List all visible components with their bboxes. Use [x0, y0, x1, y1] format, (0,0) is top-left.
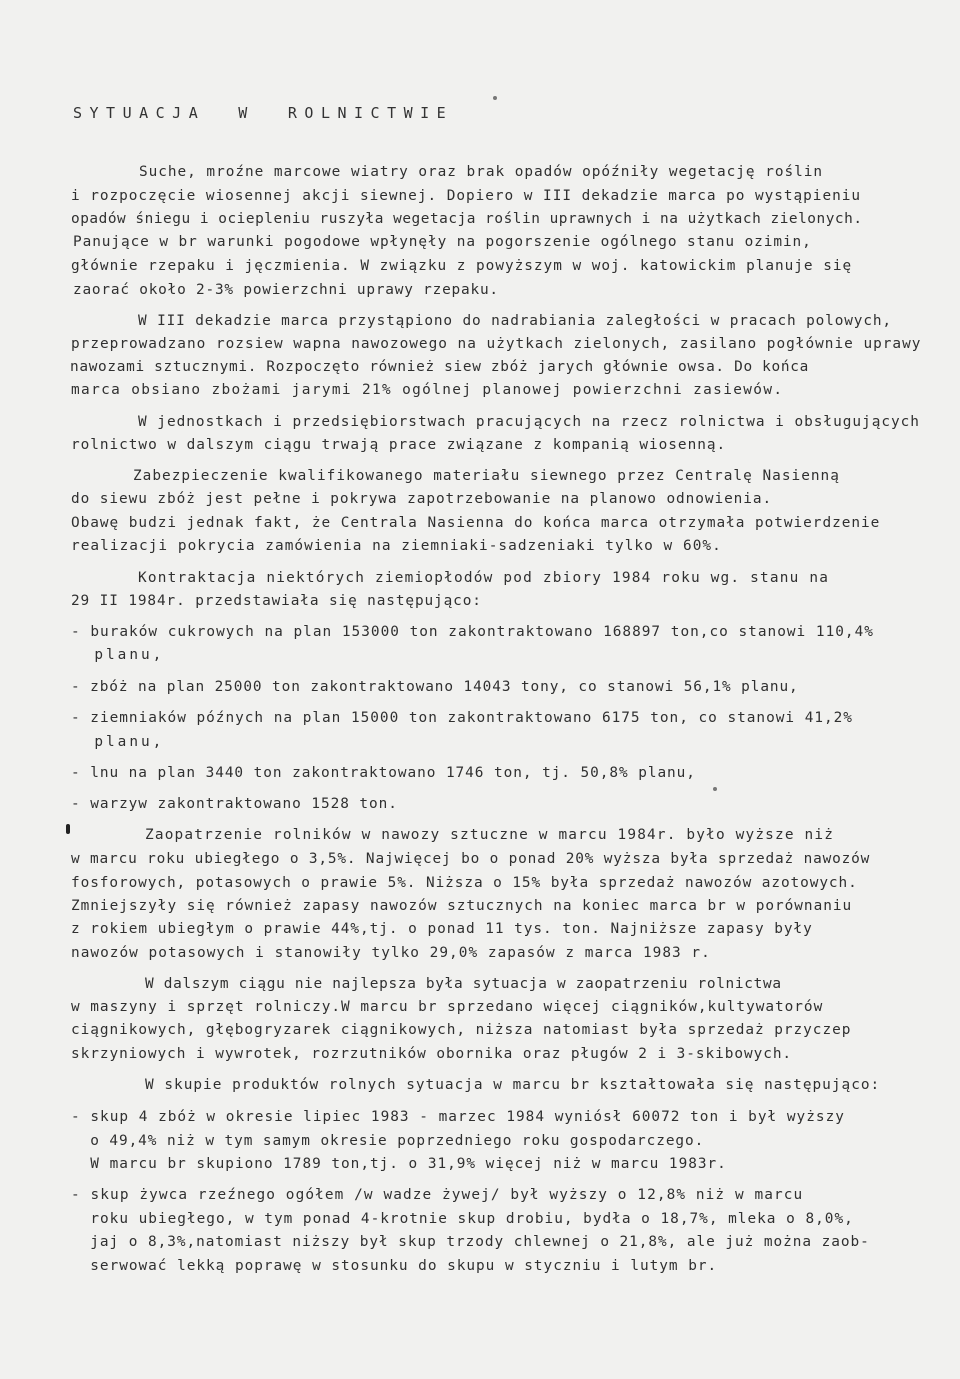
list-item-line: - skup 4 zbóż w okresie lipiec 1983 - marzec 1984 wyniósł 60072 ton i był wyższy	[71, 1109, 845, 1125]
list-item-line: planu,	[71, 647, 165, 663]
paragraph-line: skrzyniowych i wywrotek, rozrzutników obornika oraz pługów 2 i 3-skibowych.	[71, 1046, 793, 1062]
paragraph-line: nawozów potasowych i stanowiły tylko 29,0% zapasów z marca 1983 r.	[71, 945, 711, 961]
paragraph-line: marca obsiano zbożami jarymi 21% ogólnej planowej powierzchni zasiewów.	[71, 382, 784, 398]
paragraph-line: Panujące w br warunki pogodowe wpłynęły na pogorszenie ogólnego stanu ozimin,	[73, 234, 812, 250]
paragraph-line: realizacji pokrycia zamówienia na ziemniaki-sadzeniaki tylko w 60%.	[71, 538, 722, 554]
scan-speck	[66, 824, 70, 834]
paragraph-line: w maszyny i sprzęt rolniczy.W marcu br sprzedano więcej ciągników,kultywatorów	[71, 999, 824, 1015]
document-title: SYTUACJA W ROLNICTWIE	[73, 104, 454, 122]
paragraph-line: do siewu zbóż jest pełne i pokrywa zapotrzebowanie na planowo odnowienia.	[71, 491, 773, 507]
paragraph-line: W jednostkach i przedsiębiorstwach pracujących na rzecz rolnictwa i obsługujących	[138, 414, 920, 430]
paragraph-line: Zaopatrzenie rolników w nawozy sztuczne w marcu 1984r. było wyższe niż	[145, 827, 835, 843]
paragraph-line: przeprowadzano rozsiew wapna nawozowego na użytkach zielonych, zasilano pogłównie uprawy	[71, 336, 922, 352]
paragraph-line: W skupie produktów rolnych sytuacja w marcu br kształtowała się następująco:	[145, 1077, 881, 1093]
paragraph-line: zaorać około 2-3% powierzchni uprawy rzepaku.	[73, 282, 499, 298]
paragraph-line: ciągnikowych, głębogryzarek ciągnikowych, niższa natomiast była sprzedaż przyczep	[71, 1022, 852, 1038]
paragraph-line: opadów śniegu i ociepleniu ruszyła wegetacja roślin uprawnych i na użytkach zielonych.	[71, 211, 863, 227]
list-item-line: o 49,4% niż w tym samym okresie poprzedniego roku gospodarczego.	[71, 1133, 705, 1149]
paragraph-line: głównie rzepaku i jęczmienia. W związku z powyższym w woj. katowickim planuje się	[71, 258, 853, 274]
list-item-line: planu,	[71, 734, 165, 750]
list-item-line: jaj o 8,3%,natomiast niższy był skup trzody chlewnej o 21,8%, ale już można zaob-	[71, 1234, 870, 1250]
list-item-line: - buraków cukrowych na plan 153000 ton zakontraktowano 168897 ton,co stanowi 110,4%	[71, 624, 874, 640]
scan-speck	[713, 787, 717, 791]
paragraph-line: i rozpoczęcie wiosennej akcji siewnej. Dopiero w III dekadzie marca po wystąpieniu	[71, 188, 861, 204]
paragraph-line: fosforowych, potasowych o prawie 5%. Niższa o 15% była sprzedaż nawozów azotowych.	[71, 875, 858, 891]
paragraph-line: 29 II 1984r. przedstawiała się następująco:	[71, 593, 482, 609]
list-item-line: serwować lekką poprawę w stosunku do skupu w styczniu i lutym br.	[71, 1258, 718, 1274]
scan-speck	[493, 96, 497, 100]
list-item-line: - skup żywca rzeźnego ogółem /w wadze żywej/ był wyższy o 12,8% niż w marcu	[71, 1187, 804, 1203]
paragraph-line: w marcu roku ubiegłego o 3,5%. Najwięcej bo o ponad 20% wyższa była sprzedaż nawozów	[71, 851, 871, 867]
paragraph-line: Obawę budzi jednak fakt, że Centrala Nasienna do końca marca otrzymała potwierdzenie	[71, 515, 881, 531]
list-item-line: roku ubiegłego, w tym ponad 4-krotnie skup drobiu, bydła o 18,7%, mleka o 8,0%,	[71, 1211, 854, 1227]
paragraph-line: z rokiem ubiegłym o prawie 44%,tj. o ponad 11 tys. ton. Najniższe zapasy były	[71, 921, 813, 937]
paragraph-line: Zmniejszyły się również zapasy nawozów sztucznych na koniec marca br w porównaniu	[71, 898, 853, 914]
list-item-line: - lnu na plan 3440 ton zakontraktowano 1746 ton, tj. 50,8% planu,	[71, 765, 696, 781]
paragraph-line: Suche, mroźne marcowe wiatry oraz brak opadów opóźniły wegetację roślin	[139, 164, 824, 180]
paragraph-line: W dalszym ciągu nie najlepsza była sytuacja w zaopatrzeniu rolnictwa	[145, 976, 782, 992]
paragraph-line: Kontraktacja niektórych ziemiopłodów pod zbiory 1984 roku wg. stanu na	[138, 570, 830, 586]
paragraph-line: Zabezpieczenie kwalifikowanego materiału siewnego przez Centralę Nasienną	[133, 468, 840, 484]
list-item-line: W marcu br skupiono 1789 ton,tj. o 31,9% więcej niż w marcu 1983r.	[71, 1156, 727, 1172]
list-item-line: - zbóż na plan 25000 ton zakontraktowano 14043 tony, co stanowi 56,1% planu,	[71, 679, 799, 695]
paragraph-line: rolnictwo w dalszym ciągu trwają prace związane z kompanią wiosenną.	[71, 437, 727, 453]
list-item-line: - ziemniaków późnych na plan 15000 ton zakontraktowano 6175 ton, co stanowi 41,2%	[71, 710, 853, 726]
list-item-line: - warzyw zakontraktowano 1528 ton.	[71, 796, 398, 812]
paragraph-line: nawozami sztucznymi. Rozpoczęto również siew zbóż jarych głównie owsa. Do końca	[70, 359, 809, 375]
paragraph-line: W III dekadzie marca przystąpiono do nadrabiania zaległości w pracach polowych,	[138, 313, 892, 329]
